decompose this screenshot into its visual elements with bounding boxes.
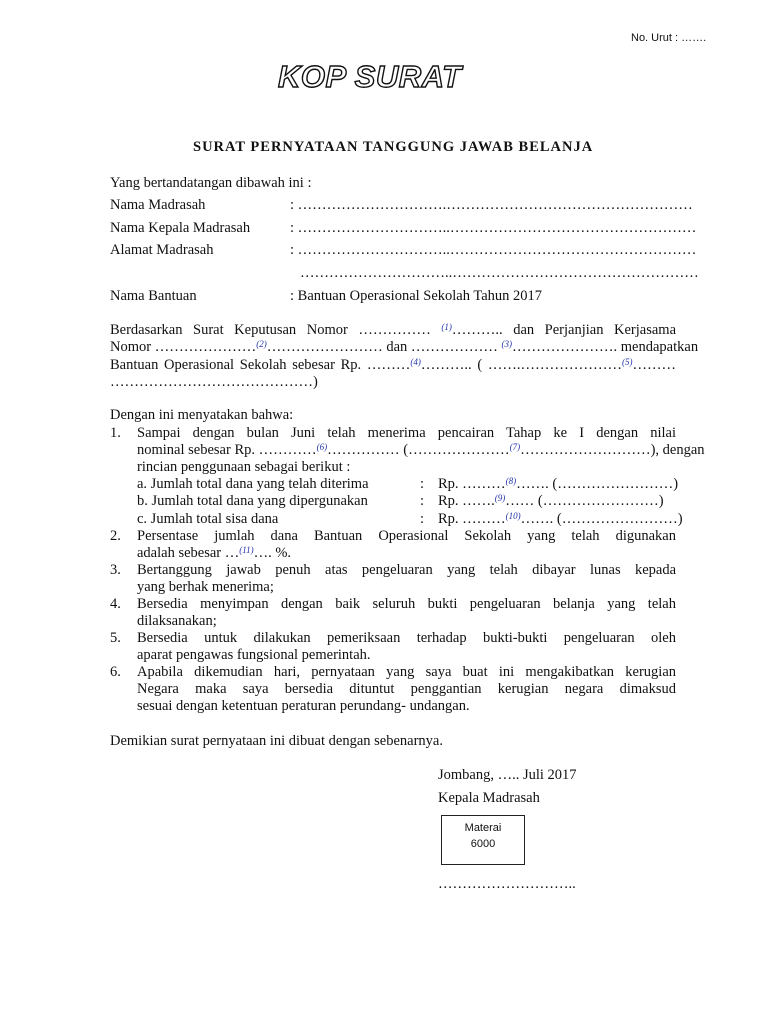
item-1-line-3: rincian penggunaan sebagai berikut : (137, 459, 351, 475)
closing-text: Demikian surat pernyataan ini dibuat dengan sebenarnya. (110, 733, 443, 749)
field-value-kepala-madrasah: : …………………………..…………………………………………… (290, 220, 697, 236)
document-title: SURAT PERNYATAAN TANGGUNG JAWAB BELANJA (193, 139, 594, 155)
field-label-nama-madrasah: Nama Madrasah (110, 197, 206, 213)
item-4-line-1: Bersedia menyimpan dengan baik seluruh bukti pengeluaran belanja yang telah (137, 596, 676, 612)
item-1-line-1: Sampai dengan bulan Juni telah menerima pencairan Tahap ke I dengan nilai (137, 425, 676, 441)
signature-name-line: ……………………….. (438, 876, 576, 892)
item-6-line-2: Negara maka saya bersedia dituntut penggantian kerugian negara dimaksud (137, 681, 676, 697)
sub-a-label: a. Jumlah total dana yang telah diterima (137, 476, 369, 492)
para-line-2: Nomor …………………$^{(2)}$…………………… dan ……………… $^{(3)}$…………………. mendapatkan (110, 339, 699, 355)
item-5-number: 5. (110, 630, 121, 646)
item-1-number: 1. (110, 425, 121, 441)
materai-stamp-box (441, 815, 525, 865)
field-label-kepala-madrasah: Nama Kepala Madrasah (110, 220, 251, 236)
field-value-nama-madrasah: : ………………………….…………………………………………… (290, 197, 693, 213)
item-5-line-2: aparat pengawas fungsional pemerintah. (137, 647, 371, 663)
item-2-line-1: Persentase jumlah dana Bantuan Operasional Sekolah yang telah digunakan (137, 528, 676, 544)
item-2-number: 2. (110, 528, 121, 544)
sub-c-colon: : (420, 511, 425, 527)
field-label-alamat-madrasah: Alamat Madrasah (110, 242, 214, 258)
no-urut: No. Urut : ……. (631, 32, 707, 44)
item-5-line-1: Bersedia untuk dilakukan pemeriksaan terhadap bukti-bukti pengeluaran oleh (137, 630, 676, 646)
sub-c-label: c. Jumlah total sisa dana (137, 511, 279, 527)
item-4-line-2: dilaksanakan; (137, 613, 217, 629)
stamp-label: Materai (464, 822, 502, 834)
item-4-number: 4. (110, 596, 121, 612)
place-date: Jombang, ….. Juli 2017 (438, 767, 577, 783)
para-line-1: Berdasarkan Surat Keputusan Nomor …………… $^{(1)}$……….. dan Perjanjian Kerjasama (110, 322, 677, 338)
item-6-line-3: sesuai dengan ketentuan peraturan perundang- undangan. (137, 698, 470, 714)
para-line-4: ……………………………………) (110, 374, 318, 390)
field-value-nama-bantuan: : Bantuan Operasional Sekolah Tahun 2017 (290, 288, 543, 304)
item-6-line-1: Apabila dikemudian hari, pernyataan yang saya buat ini mengakibatkan kerugian (137, 664, 676, 680)
stamp-value: 6000 (470, 838, 496, 850)
signer-role: Kepala Madrasah (438, 790, 540, 806)
field-label-nama-bantuan: Nama Bantuan (110, 288, 197, 304)
item-2-line-2: adalah sebesar …$^{(11)}$…. %. (137, 545, 292, 561)
sub-b-label: b. Jumlah total dana yang dipergunakan (137, 493, 368, 509)
intro-text: Yang bertandatangan dibawah ini : (110, 175, 312, 191)
item-3-line-2: yang berhak menerima; (137, 579, 274, 595)
field-value-alamat-madrasah: : …………………………..…………………………………………… (290, 242, 697, 258)
sub-a-colon: : (420, 476, 425, 492)
item-3-number: 3. (110, 562, 121, 578)
item-3-line-1: Bertanggung jawab penuh atas pengeluaran yang telah dibayar lunas kepada (137, 562, 676, 578)
sub-c-value: Rp. ………$^{(10)}$……. (……………………) (438, 511, 683, 527)
kop-surat-heading: KOP SURAT (278, 59, 462, 94)
sub-b-value: Rp. …….$^{(9)}$…… (……………………) (438, 493, 664, 509)
sub-b-colon: : (420, 493, 425, 509)
field-value-alamat-line2: …………………………..…………………………………………… (300, 265, 699, 281)
sub-a-value: Rp. ………$^{(8)}$……. (……………………) (438, 476, 679, 492)
para-line-3: Bantuan Operasional Sekolah sebesar Rp. ………$^{(4)}$……….. ( …….…………………$^{(5)}$……… (110, 357, 676, 373)
statement-intro: Dengan ini menyatakan bahwa: (110, 407, 294, 423)
item-1-line-2: nominal sebesar Rp. …………$^{(6)}$…………… (…………………$^{(7)}$………………………), dengan (137, 442, 705, 458)
item-6-number: 6. (110, 664, 121, 680)
